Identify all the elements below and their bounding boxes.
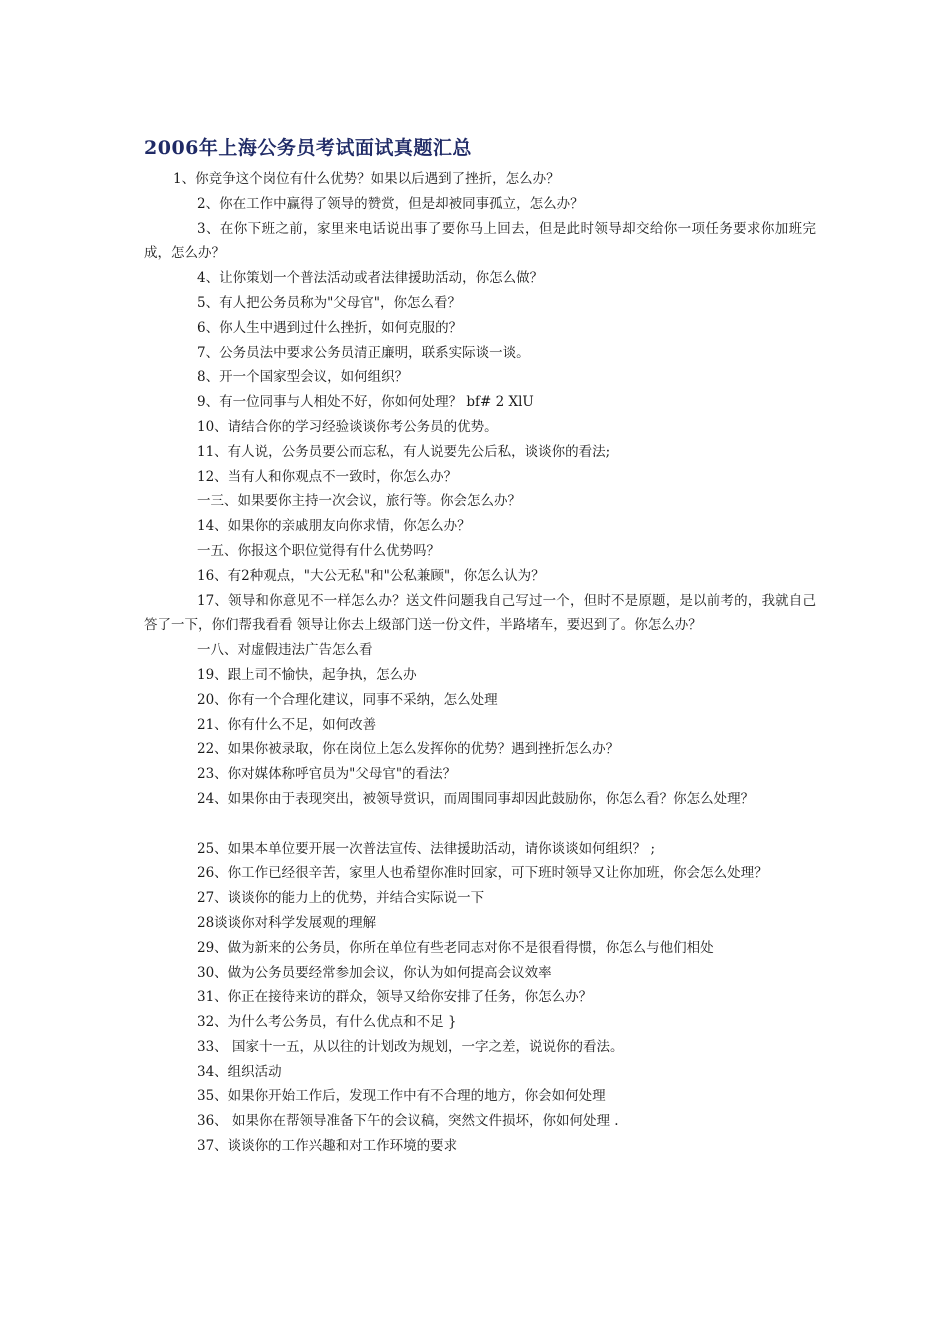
document-title: 2006年上海公务员考试面试真题汇总 (144, 137, 472, 159)
question-item: 21、你有什么不足，如何改善 (197, 716, 377, 733)
question-item: 一八、对虚假违法广告怎么看 (197, 642, 373, 659)
question-item: 9、有一位同事与人相处不好，你如何处理？ bf# 2 XlU (197, 394, 534, 411)
question-item: 33、 国家十一五，从以往的计划改为规划，一字之差，说说你的看法。 (197, 1038, 624, 1055)
question-item: 28谈谈你对科学发展观的理解 (197, 914, 377, 931)
question-item: 6、你人生中遇到过什么挫折，如何克服的？ (197, 319, 463, 336)
question-item: 23、你对媒体称呼官员为"父母官"的看法？ (197, 766, 457, 783)
question-item: 5、有人把公务员称为"父母官"，你怎么看？ (197, 294, 462, 311)
question-item: 31、你正在接待来访的群众，领导又给你安排了任务，你怎么办？ (197, 989, 593, 1006)
question-item: 30、做为公务员要经常参加会议，你认为如何提高会议效率 (197, 964, 552, 981)
question-item: 4、让你策划一个普法活动或者法律援助活动，你怎么做？ (197, 270, 544, 287)
question-item: 35、如果你开始工作后，发现工作中有不合理的地方，你会如何处理 (197, 1088, 606, 1105)
question-item: 27、谈谈你的能力上的优势，并结合实际说一下 (197, 890, 485, 907)
question-item: 2、你在工作中赢得了领导的赞赏，但是却被同事孤立，怎么办？ (197, 195, 584, 212)
question-item: 11、有人说，公务员要公而忘私，有人说要先公后私，谈谈你的看法; (197, 443, 611, 460)
question-item: 25、如果本单位要开展一次普法宣传、法律援助活动，请你谈谈如何组织？ ; (197, 840, 656, 857)
question-item: 37、谈谈你的工作兴趣和对工作环境的要求 (197, 1138, 458, 1155)
question-item: 26、你工作已经很辛苦，家里人也希望你准时回家，可下班时领导又让你加班，你会怎么处理？ (197, 865, 768, 882)
question-item: 8、开一个国家型会议，如何组织？ (197, 369, 409, 386)
question-item: 36、 如果你在帮领导准备下午的会议稿，突然文件损坏，你如何处理 . (197, 1113, 619, 1130)
question-item: 20、你有一个合理化建议，同事不采纳，怎么处理 (197, 691, 498, 708)
question-item: 10、请结合你的学习经验谈谈你考公务员的优势。 (197, 418, 498, 435)
question-item: 14、如果你的亲戚朋友向你求情，你怎么办？ (197, 518, 471, 535)
question-item: 32、为什么考公务员，有什么优点和不足 } (197, 1014, 457, 1031)
question-item: 12、当有人和你观点不一致时，你怎么办？ (197, 468, 458, 485)
question-item: 22、如果你被录取，你在岗位上怎么发挥你的优势？遇到挫折怎么办？ (197, 741, 620, 758)
question-item: 3、在你下班之前，家里来电话说出事了要你马上回去，但是此时领导却交给你一项任务要求你加班完成，怎么办？ (144, 220, 816, 262)
question-item: 一五、你报这个职位觉得有什么优势吗？ (197, 542, 440, 559)
question-item: 29、做为新来的公务员，你所在单位有些老同志对你不是很看得惯，你怎么与他们相处 (197, 939, 714, 956)
question-list (144, 167, 816, 1159)
question-item: 1、你竞争这个岗位有什么优势？如果以后遇到了挫折，怎么办？ (173, 171, 560, 187)
question-item: 7、公务员法中要求公务员清正廉明，联系实际谈一谈。 (197, 344, 530, 361)
question-item: 16、有2种观点，"大公无私"和"公私兼顾"，你怎么认为？ (197, 567, 545, 584)
question-item: 19、跟上司不愉快，起争执，怎么办 (197, 666, 417, 683)
question-item: 17、领导和你意见不一样怎么办？送文件问题我自己写过一个，但时不是原题，是以前考的，我就自己答了一下，你们帮我看看 领导让你去上级部门送一份文件，半路堵车，要迟到了。你怎么办？ (144, 592, 816, 634)
question-item: 34、组织活动 (197, 1063, 282, 1080)
question-item: 一三、如果要你主持一次会议，旅行等。你会怎么办？ (197, 493, 521, 510)
question-item: 24、如果你由于表现突出，被领导赏识，而周围同事却因此鼓励你，你怎么看？你怎么处理？ (197, 790, 755, 807)
